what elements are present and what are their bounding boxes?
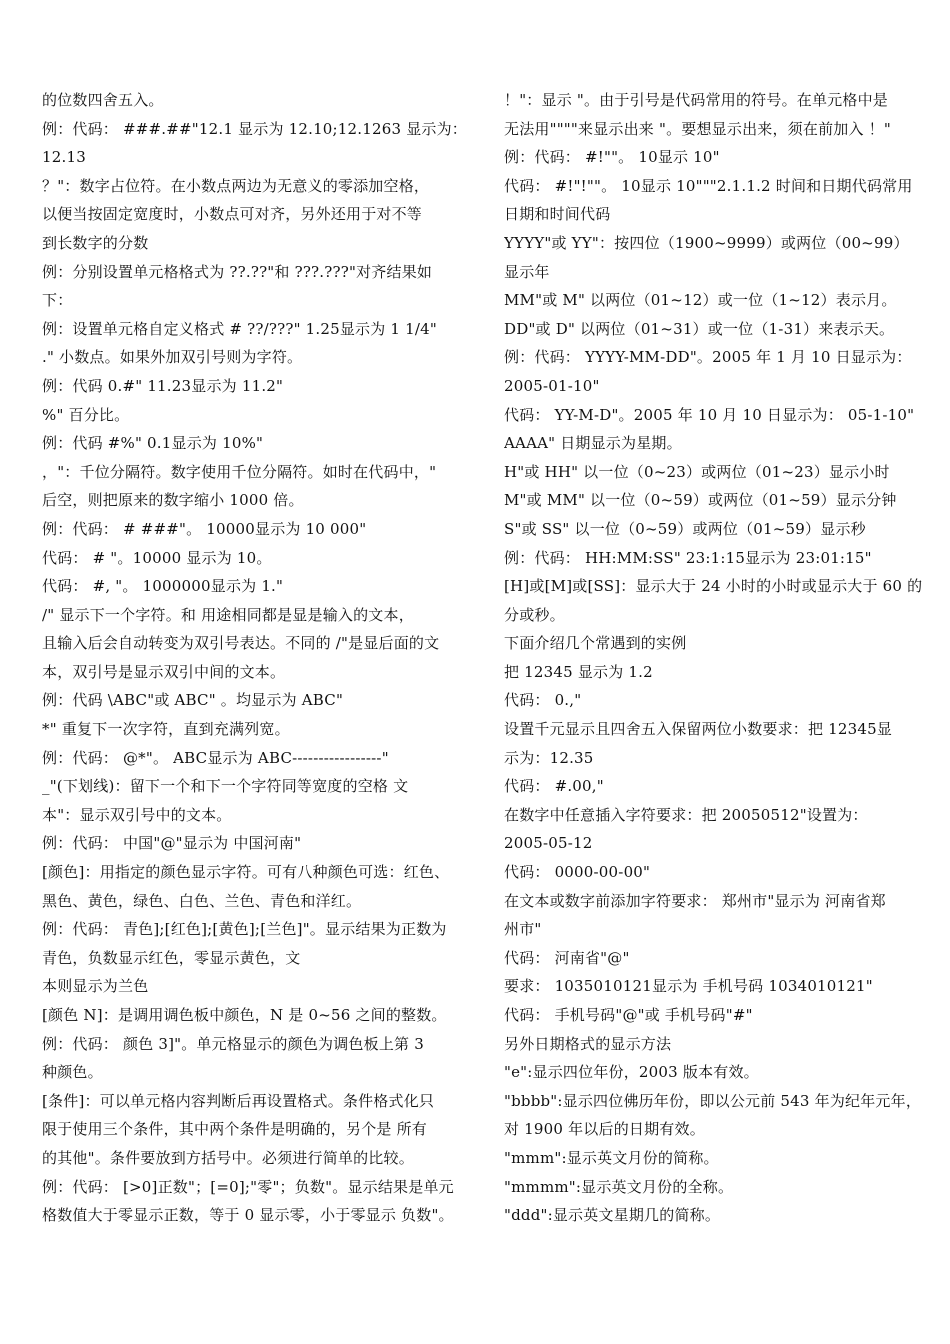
text-line: 代码： 0000-00-00" bbox=[504, 863, 651, 882]
text-line: 后空，则把原来的数字缩小 1000 倍。 bbox=[42, 491, 304, 510]
text-line: 2005-01-10" bbox=[504, 376, 600, 395]
text-line: H"或 HH" 以一位（0~23）或两位（01~23）显示小时 bbox=[504, 462, 890, 481]
text-line: [颜色]：用指定的颜色显示字符。可有八种颜色可选：红色、 bbox=[42, 863, 450, 882]
text-line: 例：代码 0.#" 11.23显示为 11.2" bbox=[42, 376, 284, 395]
text-line: 例：代码 #%" 0.1显示为 10%" bbox=[42, 434, 264, 453]
text-line: 要求： 1035010121显示为 手机号码 1034010121" bbox=[504, 977, 873, 996]
text-line: 且输入后会自动转变为双引号表达。不同的 /"是显后面的文 bbox=[42, 634, 440, 653]
text-line: 例：设置单元格自定义格式 # ??/???" 1.25显示为 1 1/4" bbox=[42, 319, 437, 338]
text-line: *" 重复下一次字符，直到充满列宽。 bbox=[42, 720, 290, 739]
text-line: S"或 SS" 以一位（0~59）或两位（01~59）显示秒 bbox=[504, 519, 866, 538]
text-line: 代码： 手机号码"@"或 手机号码"#" bbox=[504, 1006, 753, 1024]
text-line: _"(下划线)：留下一个和下一个字符同等宽度的空格 文 bbox=[42, 777, 409, 796]
text-line: 下面介绍几个常遇到的实例 bbox=[504, 634, 687, 653]
text-line: 设置千元显示且四舍五入保留两位小数要求：把 12345显 bbox=[504, 720, 893, 739]
text-line: 12.13 bbox=[42, 148, 86, 167]
text-line: 青色，负数显示红色，零显示黄色，文 bbox=[42, 948, 301, 967]
text-line: 显示年 bbox=[504, 262, 550, 281]
text-line: 代码： #, "。 1000000显示为 1." bbox=[42, 577, 284, 596]
text-line: 格数值大于零显示正数，等于 0 显示零，小于零显示 负数"。 bbox=[42, 1206, 454, 1225]
text-line: "bbbb":显示四位佛历年份，即以公元前 543 年为纪年元年， bbox=[504, 1091, 922, 1110]
text-line: "mmm":显示英文月份的简称。 bbox=[504, 1148, 719, 1167]
text-line: 例：代码： 颜色 3]"。单元格显示的颜色为调色板上第 3 bbox=[42, 1034, 424, 1053]
text-line: 例：代码： # ###"。 10000显示为 10 000" bbox=[42, 519, 367, 538]
text-line: 例：代码： [>0]正数"；[=0];"零"；负数"。显示结果是单元 bbox=[42, 1177, 454, 1196]
text-line: 对 1900 年以后的日期有效。 bbox=[504, 1120, 705, 1139]
left-column bbox=[42, 86, 474, 1230]
text-line: 示为：12.35 bbox=[504, 748, 594, 767]
text-line: 日期和时间代码 bbox=[504, 205, 611, 224]
text-line: ！"：显示 "。由于引号是代码常用的符号。在单元格中是 bbox=[504, 91, 888, 109]
text-line: /" 显示下一个字符。和 用途相同都是显是输入的文本， bbox=[42, 605, 414, 624]
text-line: 例：代码： @*"。 ABC显示为 ABC-----------------" bbox=[42, 748, 389, 767]
text-line: 例：代码： 中国"@"显示为 中国河南" bbox=[42, 834, 302, 853]
text-line: [H]或[M]或[SS]：显示大于 24 小时的小时或显示大于 60 的 bbox=[504, 577, 923, 596]
text-line: ？"：数字占位符。在小数点两边为无意义的零添加空格， bbox=[42, 176, 430, 195]
text-line: "ddd":显示英文星期几的简称。 bbox=[504, 1206, 721, 1225]
text-line: 到长数字的分数 bbox=[42, 233, 149, 252]
text-line: ." 小数点。如果外加双引号则为字符。 bbox=[42, 348, 303, 367]
text-line: 分或秒。 bbox=[504, 605, 565, 624]
right-column bbox=[504, 86, 936, 1230]
text-line: 例：代码： ###.##"12.1 显示为 12.10;12.1263 显示为： bbox=[42, 119, 468, 138]
text-line: 无法用""""来显示出来 "。要想显示出来，须在前加入 ！" bbox=[504, 119, 891, 138]
text-line: MM"或 M" 以两位（01~12）或一位（1~12）表示月。 bbox=[504, 291, 897, 310]
text-line: 的位数四舍五入。 bbox=[42, 91, 164, 109]
text-line: 把 12345 显示为 1.2 bbox=[504, 662, 653, 681]
text-line: 本则显示为兰色 bbox=[42, 977, 149, 996]
text-line: DD"或 D" 以两位（01~31）或一位（1-31）来表示天。 bbox=[504, 319, 895, 338]
text-line: "mmmm":显示英文月份的全称。 bbox=[504, 1177, 734, 1196]
text-line: 黑色、黄色，绿色、白色、兰色、青色和洋红。 bbox=[42, 891, 362, 910]
text-line: 代码： # "。10000 显示为 10。 bbox=[42, 548, 272, 567]
text-line: M"或 MM" 以一位（0~59）或两位（01~59）显示分钟 bbox=[504, 491, 897, 510]
text-line: 例：代码： YYYY-MM-DD"。2005 年 1 月 10 日显示为： bbox=[504, 348, 912, 367]
text-line: 2005-05-12 bbox=[504, 834, 593, 853]
text-line: 州市" bbox=[504, 920, 542, 939]
text-line: %" 百分比。 bbox=[42, 405, 130, 424]
text-line: 在文本或数字前添加字符要求： 郑州市"显示为 河南省郑 bbox=[504, 891, 886, 910]
text-line: 在数字中任意插入字符要求：把 20050512"设置为： bbox=[504, 805, 868, 824]
text-line: 本"：显示双引号中的文本。 bbox=[42, 805, 232, 824]
text-line: 例：分别设置单元格格式为 ??.??"和 ???.???"对齐结果如 bbox=[42, 262, 433, 281]
text-line: 代码： 0.," bbox=[504, 691, 582, 710]
text-line: 代码： #!"!""。 10显示 10"""2.1.1.2 时间和日期代码常用 bbox=[504, 176, 913, 195]
text-line: 限于使用三个条件，其中两个条件是明确的，另个是 所有 bbox=[42, 1120, 427, 1139]
text-line: "e":显示四位年份，2003 版本有效。 bbox=[504, 1063, 759, 1082]
text-line: 另外日期格式的显示方法 bbox=[504, 1034, 672, 1053]
text-line: 例：代码： HH:MM:SS" 23:1:15显示为 23:01:15" bbox=[504, 548, 872, 567]
text-line: 代码： #.00," bbox=[504, 777, 604, 796]
text-line: 代码： 河南省"@" bbox=[504, 948, 630, 967]
text-line: YYYY"或 YY"：按四位（1900~9999）或两位（00~99） bbox=[504, 233, 909, 252]
text-line: 例：代码 \ABC"或 ABC" 。均显示为 ABC" bbox=[42, 691, 344, 710]
text-line: AAAA" 日期显示为星期。 bbox=[504, 434, 682, 453]
text-line: 例：代码： #!""。 10显示 10" bbox=[504, 148, 720, 167]
text-line: 以便当按固定宽度时，小数点可对齐，另外还用于对不等 bbox=[42, 205, 423, 224]
text-line: 下： bbox=[42, 291, 73, 310]
text-line: ，"：千位分隔符。数字使用千位分隔符。如时在代码中，" bbox=[42, 462, 437, 481]
text-line: 种颜色。 bbox=[42, 1063, 103, 1082]
text-line: [条件]：可以单元格内容判断后再设置格式。条件格式化只 bbox=[42, 1091, 435, 1110]
text-line: [颜色 N]：是调用调色板中颜色，N 是 0~56 之间的整数。 bbox=[42, 1006, 447, 1024]
text-line: 本，双引号是显示双引中间的文本。 bbox=[42, 662, 286, 681]
text-line: 例：代码： 青色];[红色];[黄色];[兰色]"。显示结果为正数为 bbox=[42, 920, 447, 939]
text-line: 的其他"。条件要放到方括号中。必须进行简单的比较。 bbox=[42, 1148, 414, 1167]
text-line: 代码： YY-M-D"。2005 年 10 月 10 日显示为： 05-1-10" bbox=[504, 405, 915, 424]
